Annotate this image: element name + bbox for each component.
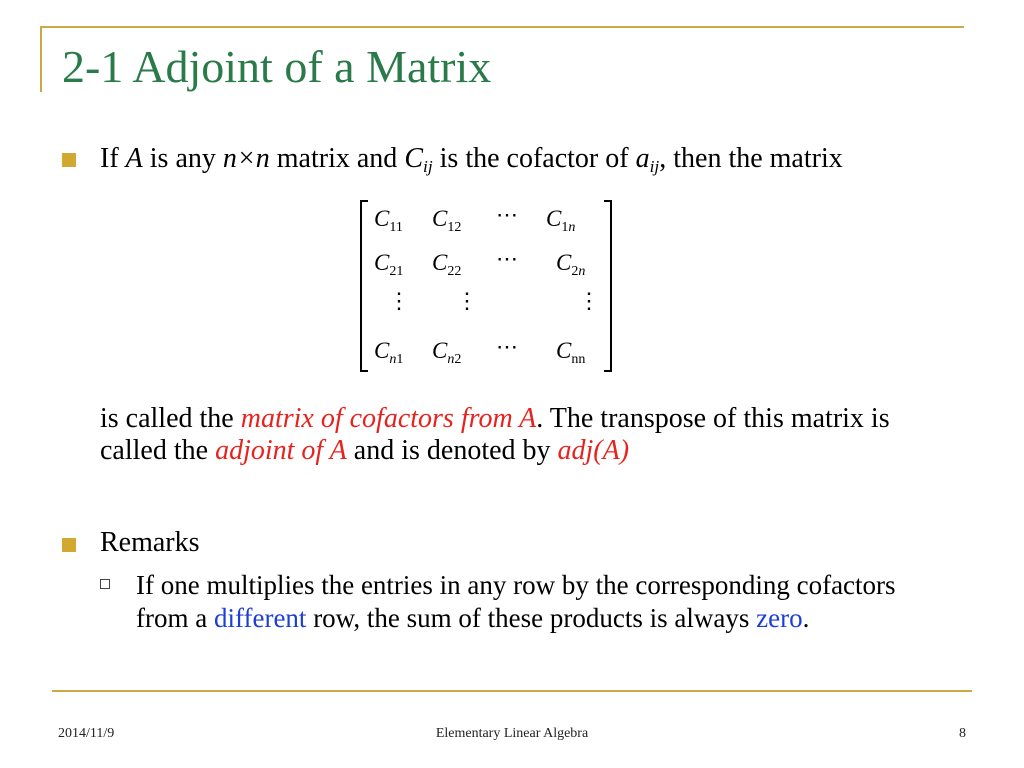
matrix-left-bracket <box>360 200 368 372</box>
frame-left-line <box>40 26 42 92</box>
matrix-cell: $C_{n2}$ <box>432 338 462 367</box>
term-matrix-of-cofactors: matrix of cofactors from A <box>240 403 537 434</box>
cofactor-matrix <box>360 200 612 372</box>
slide-title: 2-1 Adjoint of a Matrix <box>62 41 492 92</box>
square-bullet-icon <box>62 538 76 552</box>
hollow-square-bullet-icon <box>100 579 110 589</box>
term-adjoint: adjoint of A <box>215 435 347 466</box>
matrix-cell: ⋮ <box>456 288 478 313</box>
footer-course-title: Elementary Linear Algebra <box>435 726 589 741</box>
remark-text: If one multiplies the entries in any row by the corresponding cofactors from a different row, the sum of these products is always zero. <box>136 570 896 633</box>
matrix-cell: $C_{21}$ <box>374 250 404 279</box>
matrix-cell: ⋯ <box>496 246 518 271</box>
bullet-definition: If A is any n×n matrix and $C_{ij}$ is the cofactor of $a_{ij}$, then the matrix <box>100 143 843 177</box>
footer-date: 2014/11/9 <box>58 726 115 741</box>
matrix-cell: $C_{12}$ <box>432 206 462 235</box>
matrix-cell: ⋯ <box>496 202 518 227</box>
matrix-cell: $C_{n1}$ <box>374 338 404 367</box>
matrix-cell: ⋮ <box>578 288 600 313</box>
footer-page-number: 8 <box>959 726 966 741</box>
emphasis-zero: zero <box>756 603 803 633</box>
square-bullet-icon <box>62 153 76 167</box>
bullet-remarks: Remarks <box>100 527 200 558</box>
frame-top-line <box>40 26 964 28</box>
matrix-cell: $C_{2n}$ <box>556 250 586 279</box>
matrix-right-bracket <box>604 200 612 372</box>
matrix-cell: $C_{11}$ <box>374 206 403 235</box>
matrix-cell: $C_{22}$ <box>432 250 462 279</box>
matrix-cell: ⋯ <box>496 334 518 359</box>
matrix-cell: ⋮ <box>388 288 410 313</box>
definition-paragraph: is called the matrix of cofactors from A. The transpose of this matrix is called the adjoint of A and is denoted by adj(A) <box>100 403 890 466</box>
emphasis-different: different <box>213 603 307 633</box>
matrix-cell: $C_{nn}$ <box>556 338 586 367</box>
footer-divider-line <box>52 690 972 692</box>
matrix-cell: $C_{1n}$ <box>546 206 576 235</box>
term-adj-notation: adj(A) <box>557 435 630 466</box>
